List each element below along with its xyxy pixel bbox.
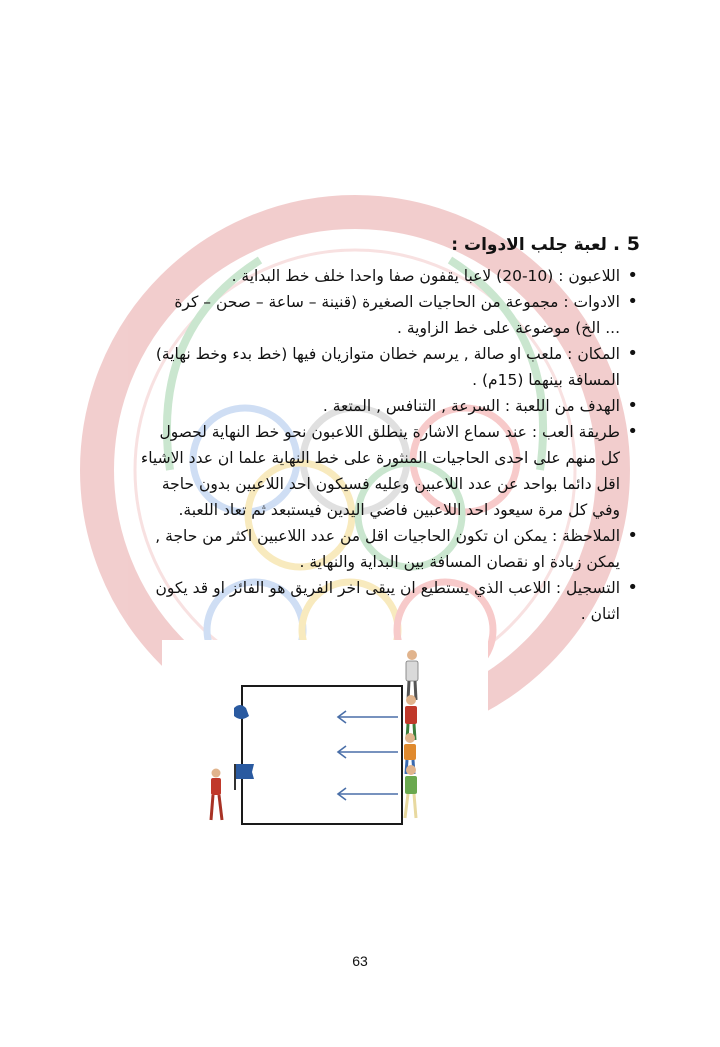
item-line: • اللاعبون : (10-20) لاعبا يقفون صفا واحدا خلف خط البداية . [231, 267, 620, 285]
item-line: المسافة بينهما (15م) . [472, 371, 620, 389]
item-line: يمكن زيادة او نقصان المسافة بين البداية والنهاية . [299, 553, 620, 571]
left-arrow-icon [338, 788, 398, 800]
left-arrow-icon [338, 746, 398, 758]
item-line: • التسجيل : اللاعب الذي يستطيع ان يبقى اخر الفريق هو الفائز او قد يكون [155, 579, 620, 597]
page-number: 63 [352, 953, 368, 969]
item-line: • المكان : ملعب او صالة , يرسم خطان متوازيان فيها (خط بدء وخط نهاية) [155, 345, 620, 363]
item-line: • الادوات : مجموعة من الحاجيات الصغيرة (قنينة – ساعة – صحن – كرة [174, 293, 620, 311]
item-line: كل منهم على احدى الحاجيات المنثورة على خط النهاية علما ان عدد الاشياء [140, 449, 620, 467]
blue-flag-icon [235, 764, 254, 790]
section-title: لعبة جلب الادوات : [451, 235, 607, 255]
blue-object-icon [234, 705, 249, 719]
item-line: • طريقة العب : عند سماع الاشارة ينطلق اللاعبون نحو خط النهاية لحصول [159, 423, 620, 441]
player-figure-icon [211, 769, 222, 821]
item-line: اثنان . [580, 605, 620, 623]
field-rectangle [242, 686, 402, 824]
item-line: ... الخ) موضوعة على خط الزاوية . [397, 319, 620, 337]
item-line: اقل دائما بواحد عن عدد اللاعبين وعليه فسيكون احد اللاعبين بدون حاجة [161, 475, 620, 493]
player-figure-icon [406, 650, 418, 700]
item-line: وفي كل مرة سيعود احد اللاعبين فاضي اليدين فيستبعد ثم تعاد اللعبة. [178, 501, 620, 519]
item-line: • الملاحظة : يمكن ان تكون الحاجيات اقل من عدد اللاعبين اكثر من حاجة , [155, 527, 620, 545]
left-arrow-icon [338, 711, 398, 723]
item-line: • الهدف من اللعبة : السرعة , التنافس , المتعة . [322, 397, 620, 415]
section-number: 5 . [612, 233, 640, 255]
